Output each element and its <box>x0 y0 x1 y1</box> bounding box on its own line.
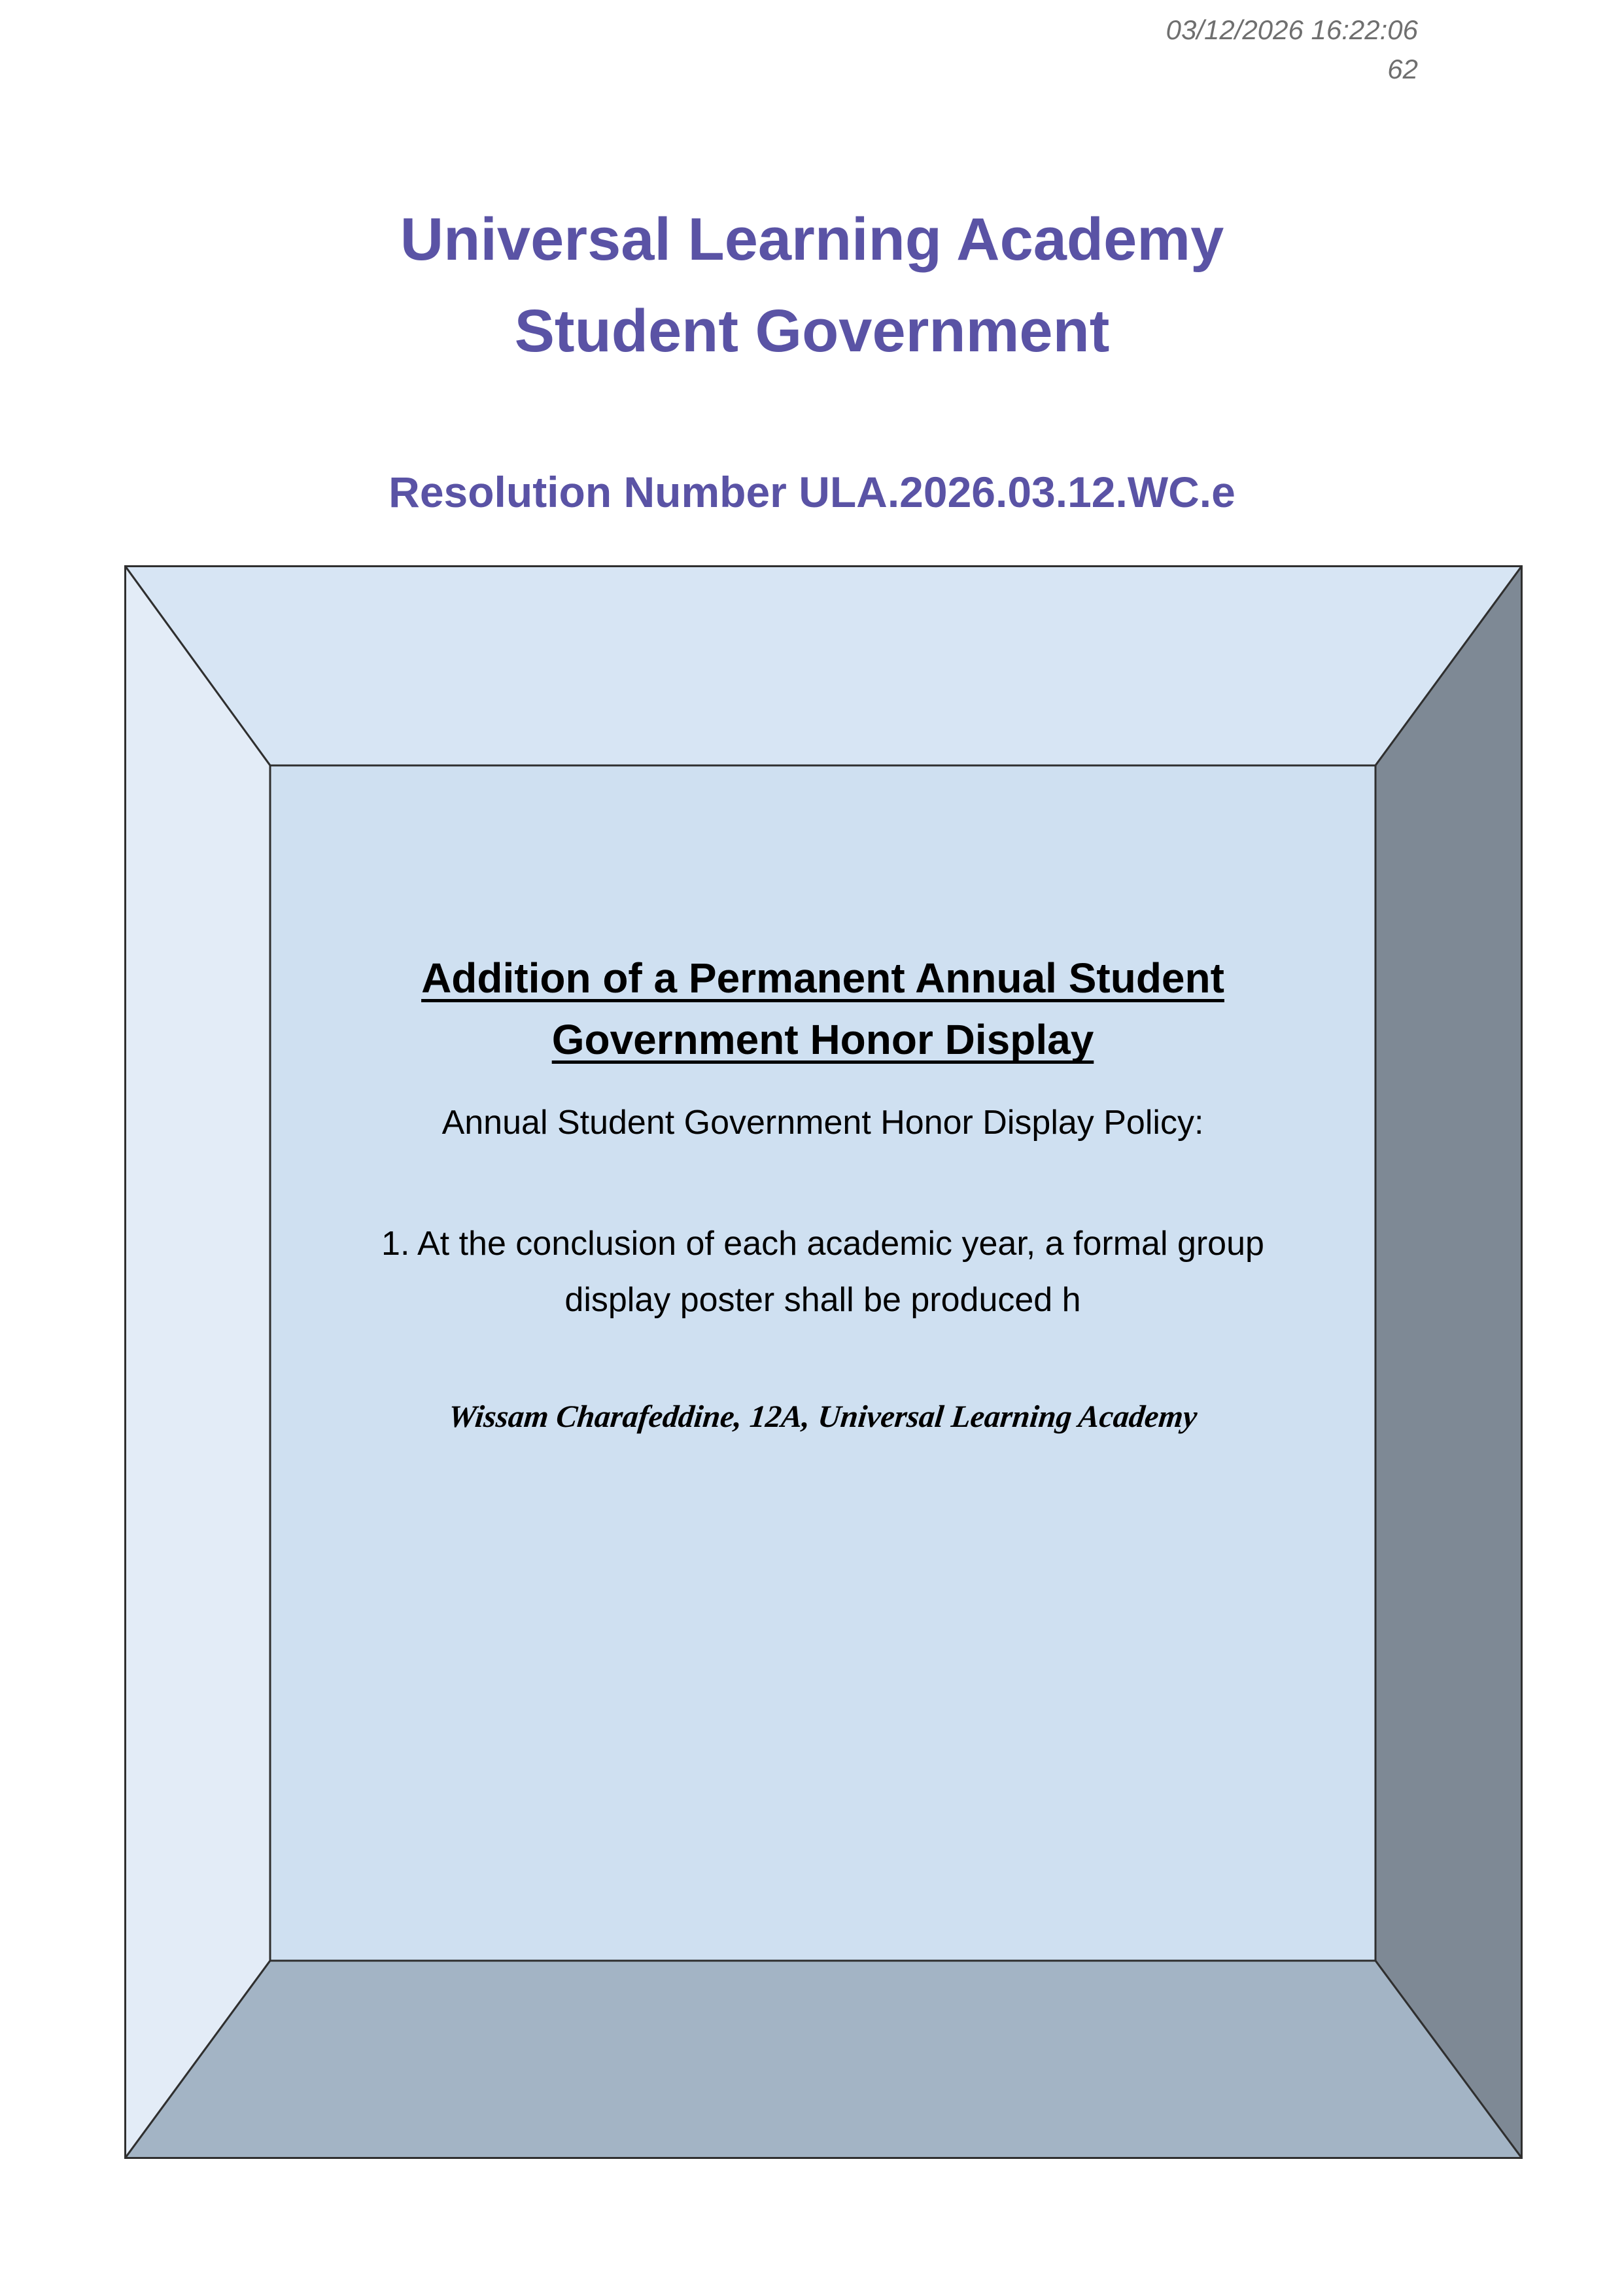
policy-title: Annual Student Government Honor Display Policy: <box>441 1104 1204 1142</box>
header-meta <box>1166 10 1418 89</box>
print-timestamp: 03/12/2026 16:22:06 <box>1166 14 1418 45</box>
frame-top-bevel <box>126 567 1522 766</box>
page-number: 62 <box>1387 54 1418 84</box>
framed-heading-line-1: Addition of a Permanent Annual Student <box>421 955 1224 1002</box>
title-line-1: Universal Learning Academy <box>400 206 1224 273</box>
honor-display-frame <box>124 565 1523 2159</box>
frame-bottom-bevel <box>126 1961 1522 2158</box>
policy-item-1 <box>270 1216 1375 1328</box>
policy-item-1-line-1: 1. At the conclusion of each academic year, a formal group <box>381 1225 1264 1263</box>
framed-heading-line-2: Government Honor Display <box>551 1016 1094 1063</box>
signature-line: Wissam Charafeddine, 12A, Universal Learning Academy <box>446 1399 1200 1434</box>
framed-heading <box>270 947 1375 1070</box>
title-line-2: Student Government <box>514 298 1110 364</box>
frame-inner-panel <box>270 765 1375 1961</box>
page-title <box>0 194 1624 377</box>
frame-right-bevel <box>1375 567 1522 2158</box>
frame-left-bevel <box>126 567 271 2158</box>
resolution-number: Resolution Number ULA.2026.03.12.WC.e <box>389 468 1235 516</box>
policy-item-1-line-2: display poster shall be produced h <box>564 1281 1081 1319</box>
